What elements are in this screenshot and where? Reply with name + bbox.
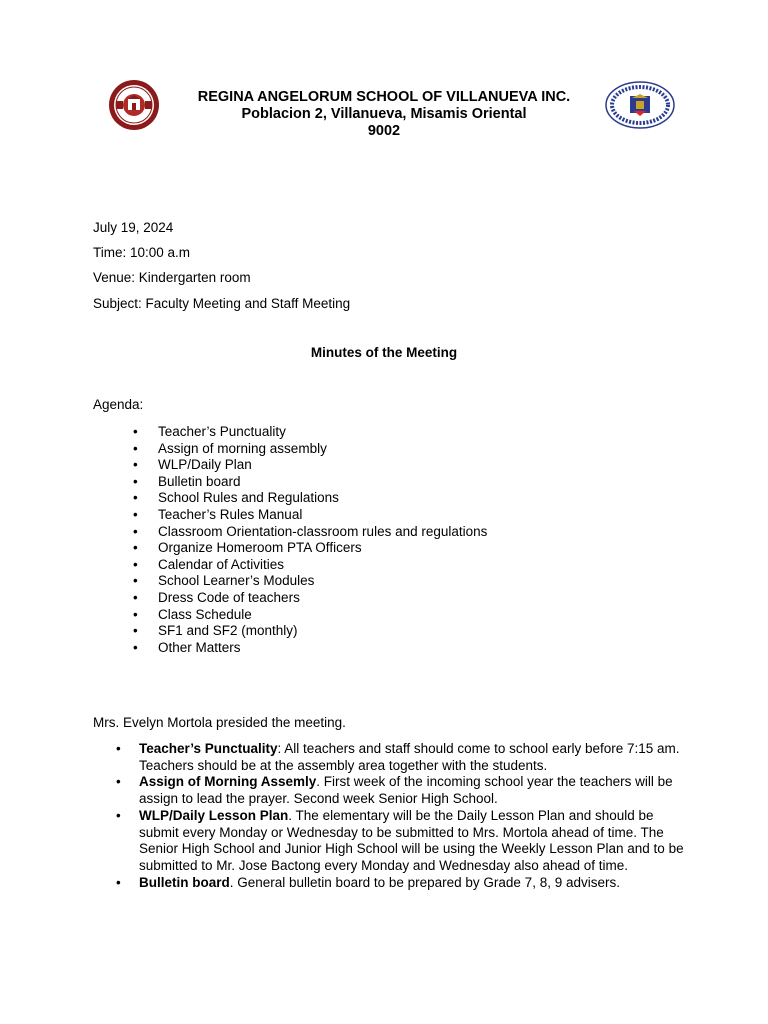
note-item <box>116 808 686 875</box>
school-name: REGINA ANGELORUM SCHOOL OF VILLANUEVA INC. <box>197 89 571 105</box>
meeting-subject: Subject: Faculty Meeting and Staff Meeting <box>93 296 351 311</box>
note-title: Teacher’s Punctuality <box>139 741 278 756</box>
bullet-icon: • <box>133 556 138 572</box>
agenda-item: • Calendar of Activities <box>133 556 285 572</box>
agenda-item: • School Rules and Regulations <box>133 490 339 506</box>
meeting-time: Time: 10:00 a.m <box>93 245 191 260</box>
bullet-icon: • <box>116 874 121 890</box>
deped-seal-logo <box>605 81 675 129</box>
note-text: . The elementary will be the Daily Lesson Plan and should be submit every Monday or Wednesday to be submitted to Mrs. Mortola ahead of time. The Senior High School and Junior High School will be using the Weekly Lesson Plan and to be submitted to Mr. Jose Bactong every Monday and Wednesday also ahead of time. <box>139 807 684 873</box>
bullet-icon: • <box>133 639 138 655</box>
agenda-item: • School Learner’s Modules <box>133 573 315 589</box>
meeting-date: July 19, 2024 <box>93 220 174 235</box>
bullet-icon: • <box>133 440 138 456</box>
agenda-item: • Other Matters <box>133 639 241 655</box>
agenda-item: • Classroom Orientation-classroom rules and regulations <box>133 523 488 539</box>
bullet-icon: • <box>133 623 138 639</box>
bullet-icon: • <box>133 573 138 589</box>
bullet-icon: • <box>133 490 138 506</box>
bullet-icon: • <box>133 606 138 622</box>
note-title: Assign of Morning Assemly <box>139 774 317 790</box>
note-item <box>116 774 686 807</box>
bullet-icon: • <box>133 540 138 556</box>
bullet-icon: • <box>116 807 121 823</box>
bullet-icon: • <box>133 473 138 489</box>
agenda-label: Agenda: <box>93 397 144 412</box>
agenda-item: • Assign of morning assembly <box>133 440 327 456</box>
agenda-item: • Dress Code of teachers <box>133 589 300 605</box>
note-item <box>116 875 686 892</box>
school-zip: 9002 <box>367 123 401 139</box>
note-text: : All teachers and staff should come to school early before 7:15 am. Teachers should be at the assembly area together with the students. <box>139 741 680 773</box>
bullet-icon: • <box>116 774 121 790</box>
note-text: . General bulletin board to be prepared by Grade 7, 8, 9 advisers. <box>229 874 620 890</box>
agenda-item: • SF1 and SF2 (monthly) <box>133 623 298 639</box>
note-text: . First week of the incoming school year the teachers will be assign to lead the prayer. Second week Senior High School. <box>139 774 673 807</box>
presider-line: Mrs. Evelyn Mortola presided the meeting. <box>93 715 346 730</box>
agenda-item: • WLP/Daily Plan <box>133 457 252 473</box>
bullet-icon: • <box>133 523 138 539</box>
school-seal-logo <box>106 79 162 131</box>
school-address: Poblacion 2, Villanueva, Misamis Oriental <box>241 106 527 122</box>
bullet-icon: • <box>133 457 138 473</box>
note-title: WLP/Daily Lesson Plan <box>139 807 289 823</box>
bullet-icon: • <box>133 589 138 605</box>
minutes-title: Minutes of the Meeting <box>310 345 458 360</box>
agenda-item: • Class Schedule <box>133 606 252 622</box>
agenda-item: • Bulletin board <box>133 473 241 489</box>
meeting-venue: Venue: Kindergarten room <box>93 270 251 285</box>
agenda-list <box>133 424 487 656</box>
agenda-item: • Teacher’s Rules Manual <box>133 506 303 522</box>
agenda-item: • Organize Homeroom PTA Officers <box>133 540 362 556</box>
bullet-icon: • <box>116 741 121 756</box>
note-item <box>116 741 686 774</box>
agenda-item: • Teacher’s Punctuality <box>133 424 286 439</box>
bullet-icon: • <box>133 506 138 522</box>
meeting-notes-list <box>116 741 686 891</box>
note-title: Bulletin board <box>139 874 230 890</box>
bullet-icon: • <box>133 424 138 439</box>
